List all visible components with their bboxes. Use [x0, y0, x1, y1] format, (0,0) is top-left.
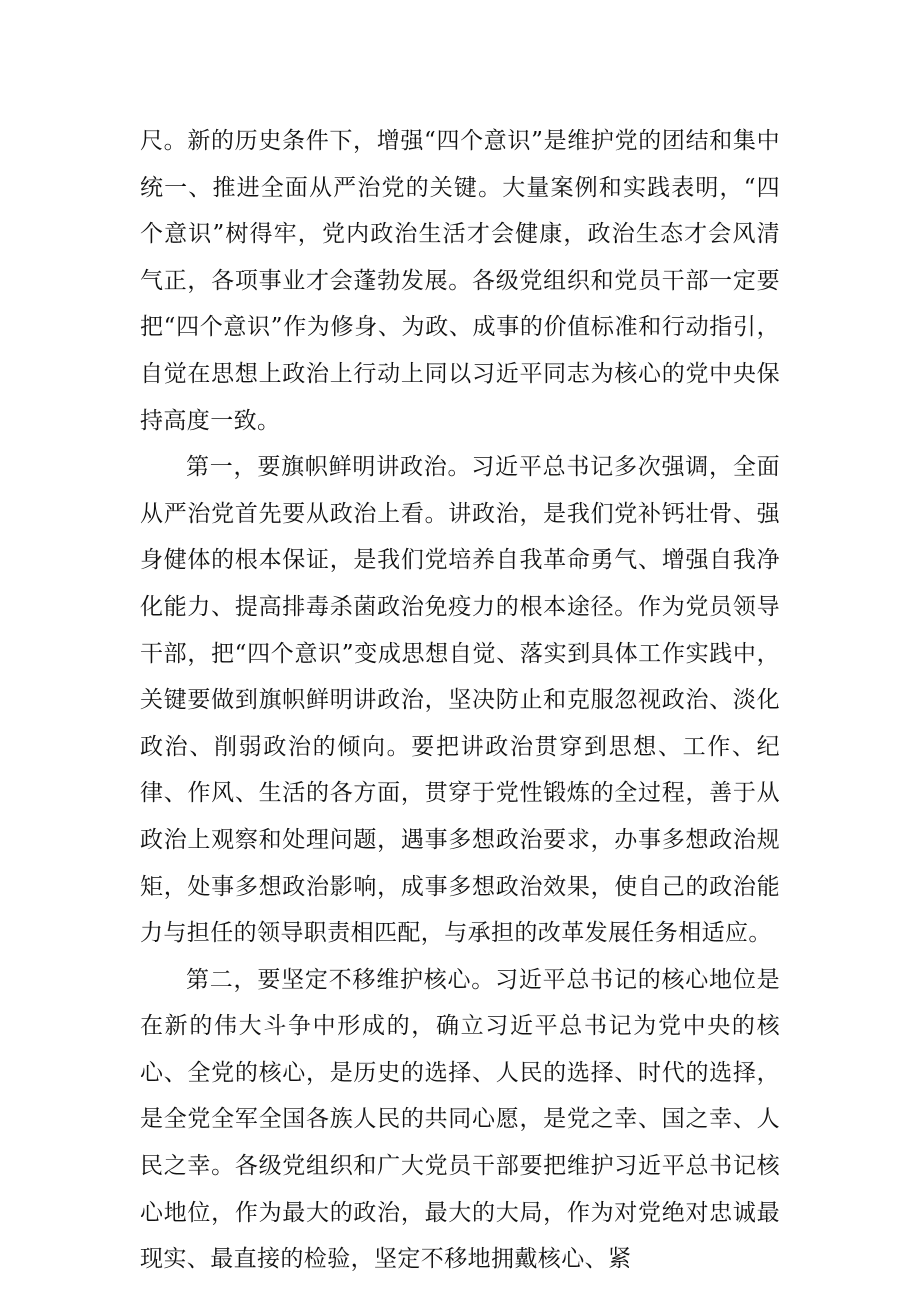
paragraph-continuation: 尺。新的历史条件下，增强“四个意识”是维护党的团结和集中统一、推进全面从严治党的关键。大量案例和实践表明，“四个意识”树得牢，党内政治生活才会健康，政治生态才会风清气正，各项事业才会蓬勃发展。各级党组织和党员干部一定要把“四个意识”作为修身、为政、成事的价值标准和行动指引，自觉在思想上政治上行动上同以习近平同志为核心的党中央保持高度一致。: [140, 128, 780, 434]
paragraph-first-point: 第一，要旗帜鲜明讲政治。习近平总书记多次强调，全面从严治党首先要从政治上看。讲政治，是我们党补钙壮骨、强身健体的根本保证，是我们党培养自我革命勇气、增强自我净化能力、提高排毒杀菌政治免疫力的根本途径。作为党员领导干部，把“四个意识”变成思想自觉、落实到具体工作实践中，关键要做到旗帜鲜明讲政治，坚决防止和克服忽视政治、淡化政治、削弱政治的倾向。要把讲政治贯穿到思想、工作、纪律、作风、生活的各方面，贯穿于党性锻炼的全过程，善于从政治上观察和处理问题，遇事多想政治要求，办事多想政治规矩，处事多想政治影响，成事多想政治效果，使自己的政治能力与担任的领导职责相匹配，与承担的改革发展任务相适应。: [140, 454, 780, 947]
paragraph-second-point: 第二，要坚定不移维护核心。习近平总书记的核心地位是在新的伟大斗争中形成的，确立习近平总书记为党中央的核心、全党的核心，是历史的选择、人民的选择、时代的选择，是全党全军全国各族人民的共同心愿，是党之幸、国之幸、人民之幸。各级党组织和广大党员干部要把维护习近平总书记核心地位，作为最大的政治，最大的大局，作为对党绝对忠诚最现实、最直接的检验，坚定不移地拥戴核心、紧: [140, 966, 780, 1273]
document-body: [140, 118, 780, 1283]
